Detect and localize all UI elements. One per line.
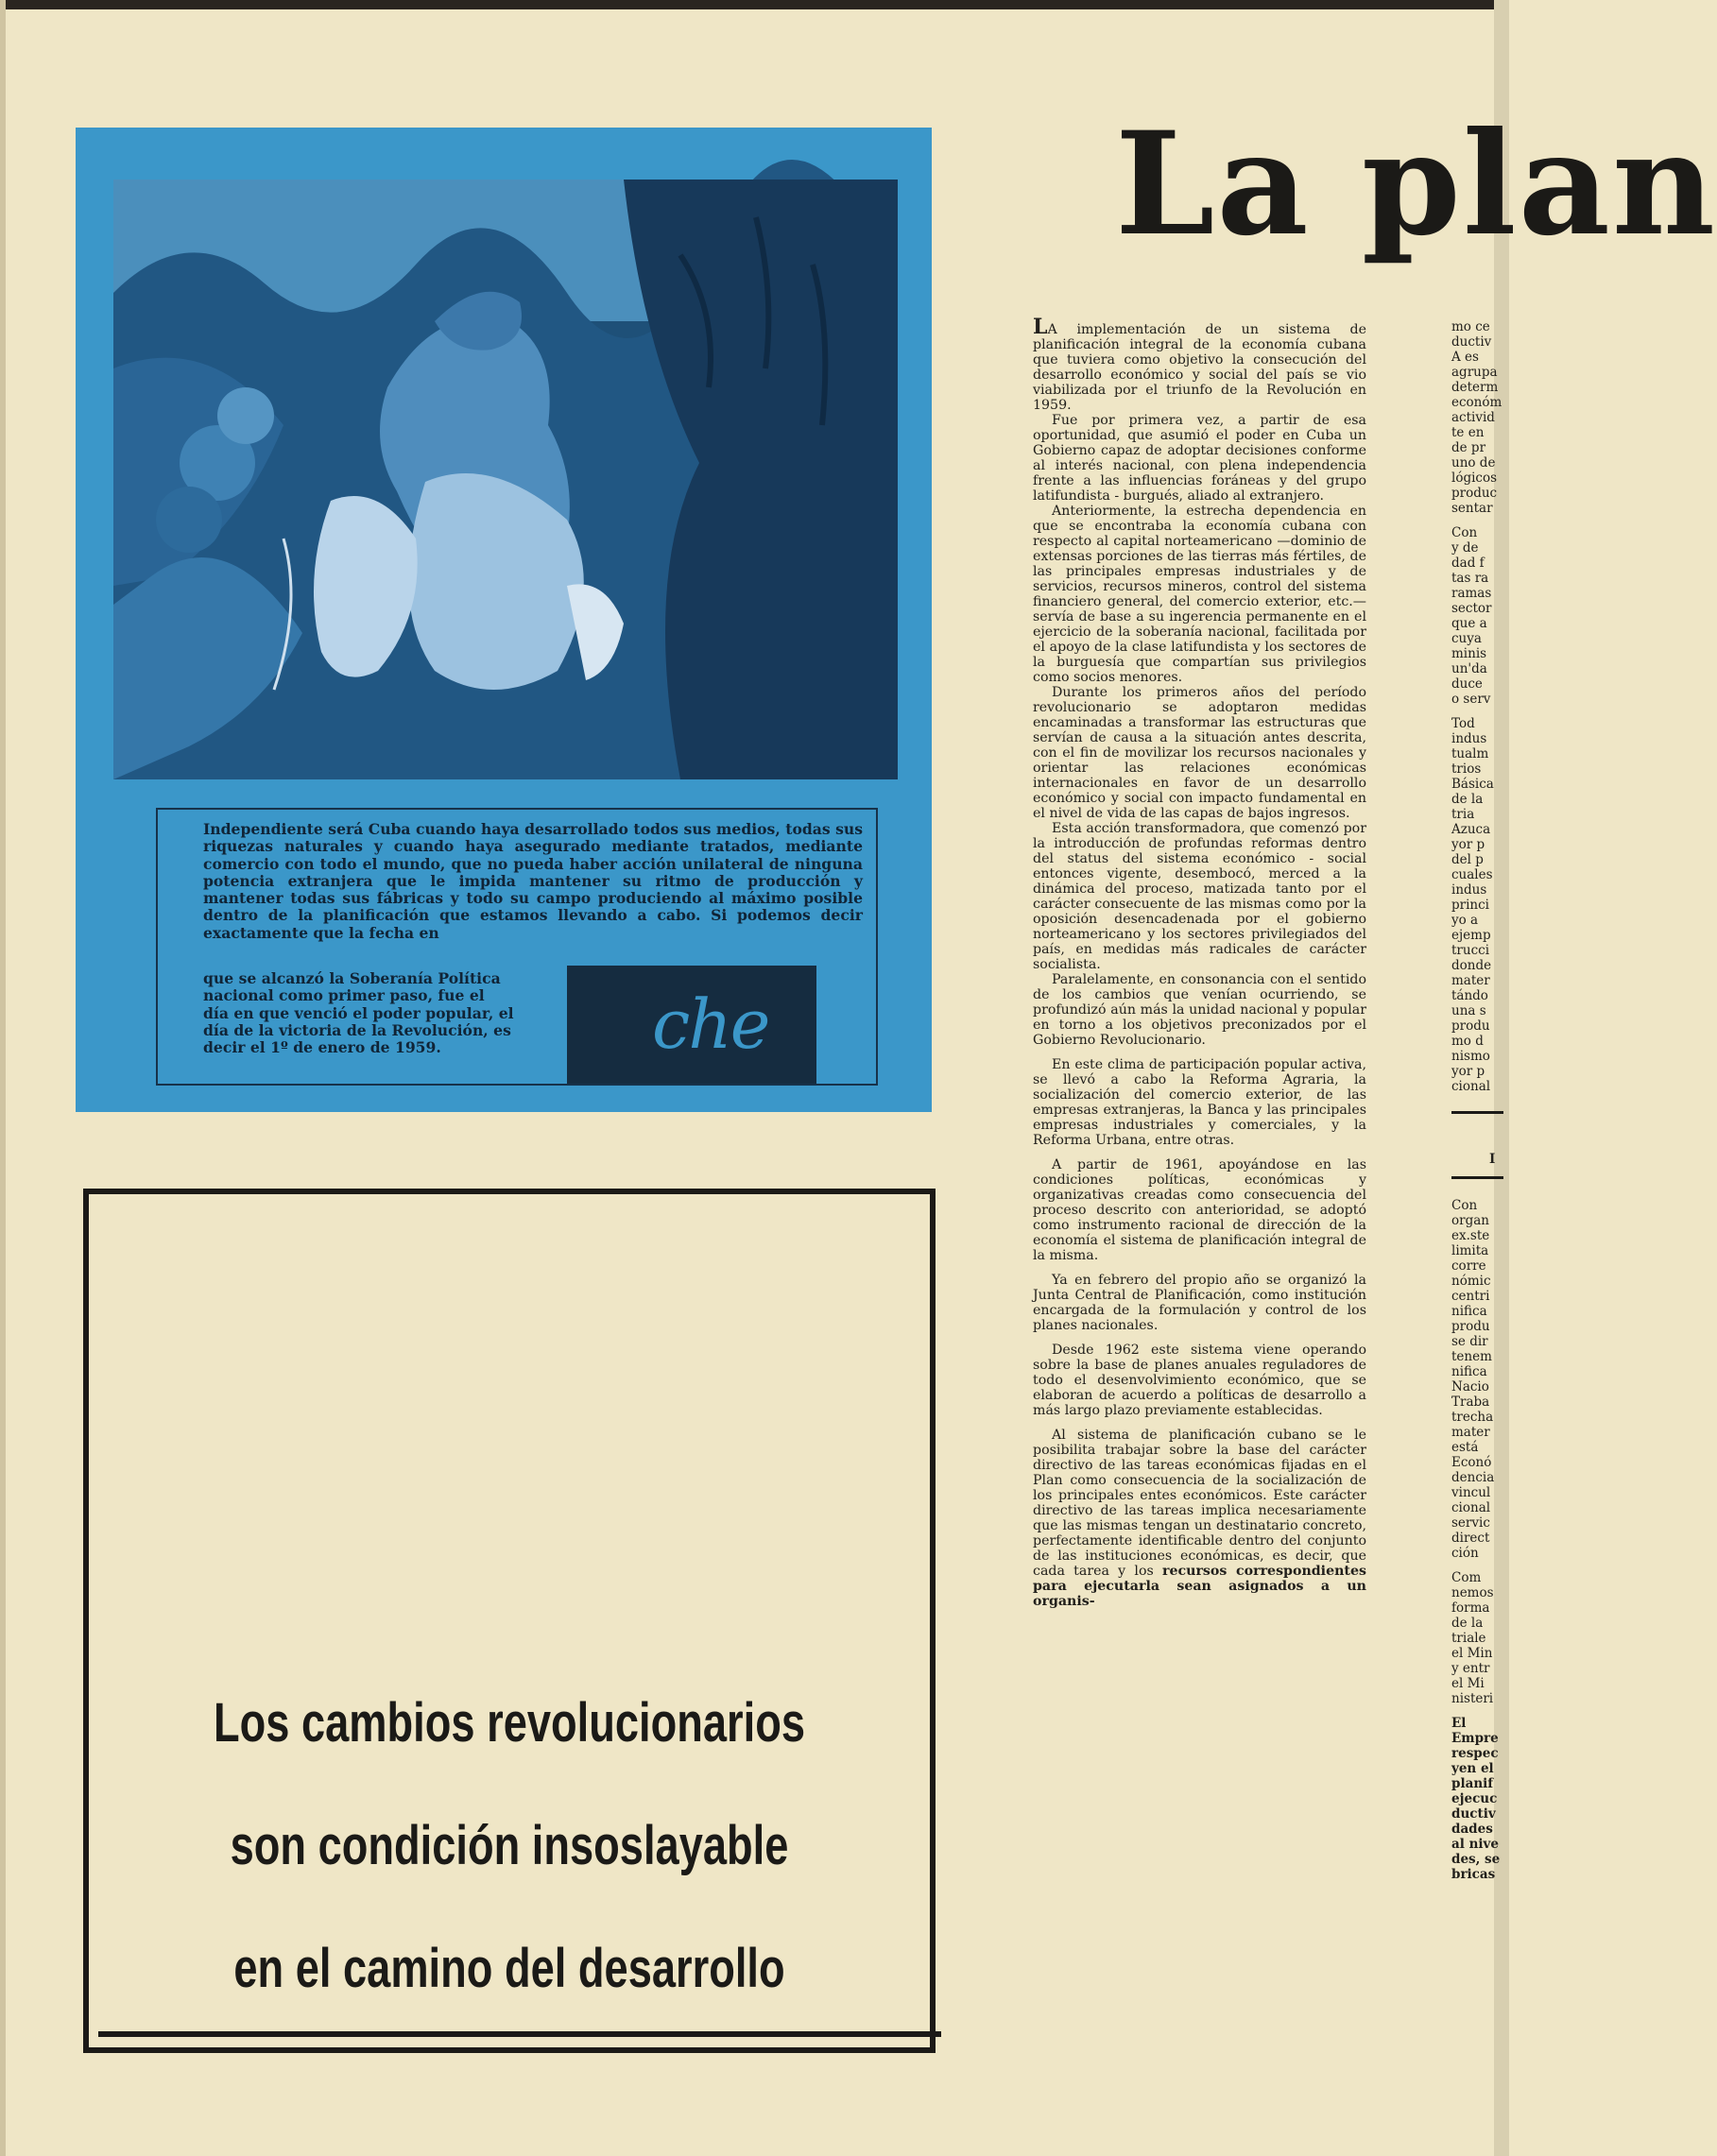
guerrilla-photo [113,180,898,779]
side-line: duce [1451,676,1483,692]
article-title: La plan [1115,101,1717,267]
side-line: planif [1451,1776,1494,1791]
side-line: nismo [1451,1049,1490,1064]
side-line: Nacio [1451,1379,1489,1395]
side-line: produ [1451,1319,1490,1334]
side-line: una s [1451,1003,1486,1018]
side-line: tas ra [1451,571,1489,586]
side-line: uno de [1451,455,1496,471]
side-line: lógicos [1451,471,1498,486]
side-line: te en [1451,425,1485,440]
side-block-2 [1451,525,1503,707]
side-line: triale [1451,1631,1486,1646]
side-line: nisteri [1451,1691,1494,1706]
side-line: vincul [1451,1485,1491,1500]
side-line: mo ce [1451,319,1490,334]
side-line: activid [1451,410,1495,425]
photo-panel [76,128,932,1112]
side-line: tria [1451,807,1475,822]
side-line: organ [1451,1213,1489,1228]
side-line: está [1451,1440,1479,1455]
side-line: forma [1451,1600,1490,1616]
side-line: de pr [1451,440,1486,455]
paragraph-2: Fue por primera vez, a partir de esa oportunidad, que asumió el poder en Cuba un Gobierno capaz de adoptar decisiones conforme al interés nacional, con plena independencia frente a las influencias foráneas y del grupo latifundista - burgués, aliado al extranjero. [1033,413,1366,504]
paragraph-5: Esta acción transformadora, que comenzó por la introducción de profundas reformas dentro del status del sistema económico - social entonces vigente, desembocó, merced a la dinámica del proceso, matizada tanto por el carácter consecuente de las mismas como por la oposición desencadenada por el gobierno norteamericano y los sectores privilegiados del país, en medidas más radicales de carácter socialista. [1033,821,1366,972]
dropcap: L [1033,315,1048,339]
side-line: sector [1451,601,1492,616]
side-line: produc [1451,486,1498,501]
side-line: el Mi [1451,1676,1485,1691]
side-line: al nive [1451,1837,1499,1852]
side-line: tenem [1451,1349,1492,1364]
paragraph-6: Paralelamente, en consonancia con el sentido de los cambios que venían ocurriendo, se profundizó aún más la unidad nacional y popular en torno a los objetivos preconizados por el Gobierno Revolucionario. [1033,972,1366,1048]
side-line: ramas [1451,586,1492,601]
side-line: un'da [1451,661,1487,676]
side-line: o serv [1451,692,1491,707]
side-line: agrupa [1451,365,1498,380]
side-line: El [1451,1716,1467,1731]
side-line: que a [1451,616,1487,631]
side-line: dencia [1451,1470,1495,1485]
paragraph-3: Anteriormente, la estrecha dependencia en que se encontraba la economía cubana con respecto al capital norteamericano —dominio de extensas porciones de las tierras más fértiles, de las principales empresas industriales y de servicios, recursos mineros, control del sistema financiero general, del comercio exterior, etc.— servía de base a su ingerencia permanente en el ejercicio de la soberanía nacional, facilitada por el apoyo de la clase latifundista y los sectores de la burguesía que compartían sus privilegios como socios menores. [1033,504,1366,685]
side-line: yor p [1451,1064,1485,1079]
side-column [1451,319,1503,1882]
side-line: yen el [1451,1761,1494,1776]
side-line: dades [1451,1822,1493,1837]
page-top-edge [0,0,1509,9]
side-line: nifica [1451,1304,1487,1319]
side-line: mo d [1451,1034,1484,1049]
headline [181,1662,837,2030]
side-line: cuya [1451,631,1482,646]
side-line: trecha [1451,1410,1494,1425]
side-line: A es [1451,350,1479,365]
page-left-edge [0,0,6,2156]
paragraph-10: Desde 1962 este sistema viene operando sobre la base de planes anuales reguladores de todo el desenvolvimiento económico, que se elaboran de acuerdo a políticas de desarrollo a más largo plazo previamente establecidas. [1033,1343,1366,1418]
side-line: se dir [1451,1334,1488,1349]
side-line: ción [1451,1546,1479,1561]
che-signature [567,966,816,1084]
headline-bottom-rule [98,2031,941,2037]
side-line: minis [1451,646,1487,661]
side-line: tándo [1451,988,1488,1003]
side-block-3 [1451,716,1503,1094]
side-line: de la [1451,1616,1484,1631]
side-line: servic [1451,1515,1490,1531]
quote-text-continued: que se alcanzó la Soberanía Política nacional como primer paso, fue el día en que venció el poder popular, el día de la victoria de la Revolución, es decir el 1º de enero de 1959. [203,969,514,1057]
side-line: indus [1451,882,1487,898]
side-line: donde [1451,958,1492,973]
side-line: Traba [1451,1395,1490,1410]
headline-box [83,1189,936,2053]
side-line: corre [1451,1258,1486,1274]
paragraph-9: Ya en febrero del propio año se organizó la Junta Central de Planificación, como institución encargada de la formulación y control de los planes nacionales. [1033,1273,1366,1333]
side-line: bricas [1451,1867,1496,1882]
side-block-4 [1451,1198,1503,1561]
side-line: des, se [1451,1852,1501,1867]
side-line: Azuca [1451,822,1491,837]
side-line: tualm [1451,746,1489,761]
headline-line-2: son condición insoslayable [230,1815,789,1876]
side-rule-top [1451,1111,1503,1114]
side-line: nemos [1451,1585,1494,1600]
side-line: yor p [1451,837,1485,852]
article-body [1033,315,1366,1609]
signature-text: che [652,984,769,1064]
side-line: dad f [1451,556,1485,571]
side-line: y entr [1451,1661,1490,1676]
side-line: mater [1451,1425,1490,1440]
side-line: determ [1451,380,1499,395]
side-line: cional [1451,1079,1491,1094]
side-line: ductiv [1451,1806,1496,1822]
side-line: produ [1451,1018,1490,1034]
side-line: indus [1451,731,1487,746]
side-line: nifica [1451,1364,1487,1379]
side-line: de la [1451,792,1484,807]
side-line: ejemp [1451,928,1491,943]
side-marker: I [1489,1152,1496,1167]
side-line: trios [1451,761,1482,777]
side-line: el Min [1451,1646,1493,1661]
paragraph-4: Durante los primeros años del período revolucionario se adoptaron medidas encaminadas a transformar las estructuras que servían de causa a la situación antes descrita, con el fin de movilizar los recursos nacionales y orientar las relaciones económicas internacionales en favor de un desarrollo económico y social con impacto fundamental en el nivel de vida de las capas de bajos ingresos. [1033,685,1366,821]
paragraph-8: A partir de 1961, apoyándose en las condiciones políticas, económicas y organizativas creadas como consecuencia del proceso descrito con anterioridad, se adoptó como instrumento racional de dirección de la economía el sistema de planificación integral de la misma. [1033,1157,1366,1263]
side-line: nómic [1451,1274,1491,1289]
side-line: ejecuc [1451,1791,1498,1806]
side-line: direct [1451,1531,1490,1546]
side-rule-bottom [1451,1176,1503,1179]
side-line: cional [1451,1500,1491,1515]
side-line: Tod [1451,716,1475,731]
side-line: Empre [1451,1731,1499,1746]
headline-line-3: en el camino del desarrollo [233,1938,785,1999]
side-line: sentar [1451,501,1493,516]
side-line: limita [1451,1243,1489,1258]
side-line: respec [1451,1746,1499,1761]
quote-text: Independiente será Cuba cuando haya desarrollado todos sus medios, todas sus riquezas naturales y cuando haya asegurado mediante tratados, mediante comercio con todo el mundo, que no pueda haber acción unilateral de ninguna potencia extranjera que le impida mantener su ritmo de producción y mantener todas sus fábricas y todo su campo produciendo al máximo posible dentro de la planificación que estamos llevando a cabo. Si podemos decir exactamente que la fecha en [203,820,863,942]
side-line: trucci [1451,943,1490,958]
side-line: Con [1451,1198,1478,1213]
paragraph-11: Al sistema de planificación cubano se le posibilita trabajar sobre la base del carácter directivo de las tareas económicas fijadas en el Plan como consecuencia de la socialización de los principales entes económicos. Este carácter directivo de las tareas implica necesariamente que las mismas tengan un destinatario concreto, perfectamente identificable dentro del conjunto de las instituciones económicas, es decir, que cada tarea y los recursos correspondientes para ejecutarla sean asignados a un organis- [1033,1428,1366,1609]
side-line: ex.ste [1451,1228,1490,1243]
paragraph-1: LA implementación de un sistema de planificación integral de la economía cubana que tuviera como objetivo la consecución del desarrollo económico y social del país se vio viabilizada por el triunfo de la Revolución en 1959. [1033,315,1366,413]
side-line: princi [1451,898,1489,913]
side-line: ductiv [1451,334,1492,350]
side-line: económ [1451,395,1502,410]
side-block-1 [1451,319,1503,516]
side-line: del p [1451,852,1484,867]
side-line: cuales [1451,867,1493,882]
side-block-5 [1451,1570,1503,1706]
side-line: y de [1451,540,1479,556]
quote-box [156,808,878,1086]
headline-line-1: Los cambios revolucionarios [213,1692,805,1754]
side-line: yo a [1451,913,1479,928]
side-line: mater [1451,973,1490,988]
side-line: Básica [1451,777,1494,792]
paragraph-7: En este clima de participación popular activa, se llevó a cabo la Reforma Agraria, la socialización del comercio exterior, de las empresas extranjeras, la Banca y las principales empresas industriales y comerciales, y la Reforma Urbana, entre otras. [1033,1057,1366,1148]
side-line: Econó [1451,1455,1492,1470]
side-line: Com [1451,1570,1482,1585]
side-line: centri [1451,1289,1490,1304]
side-line: Con [1451,525,1478,540]
side-block-6 [1451,1716,1503,1882]
